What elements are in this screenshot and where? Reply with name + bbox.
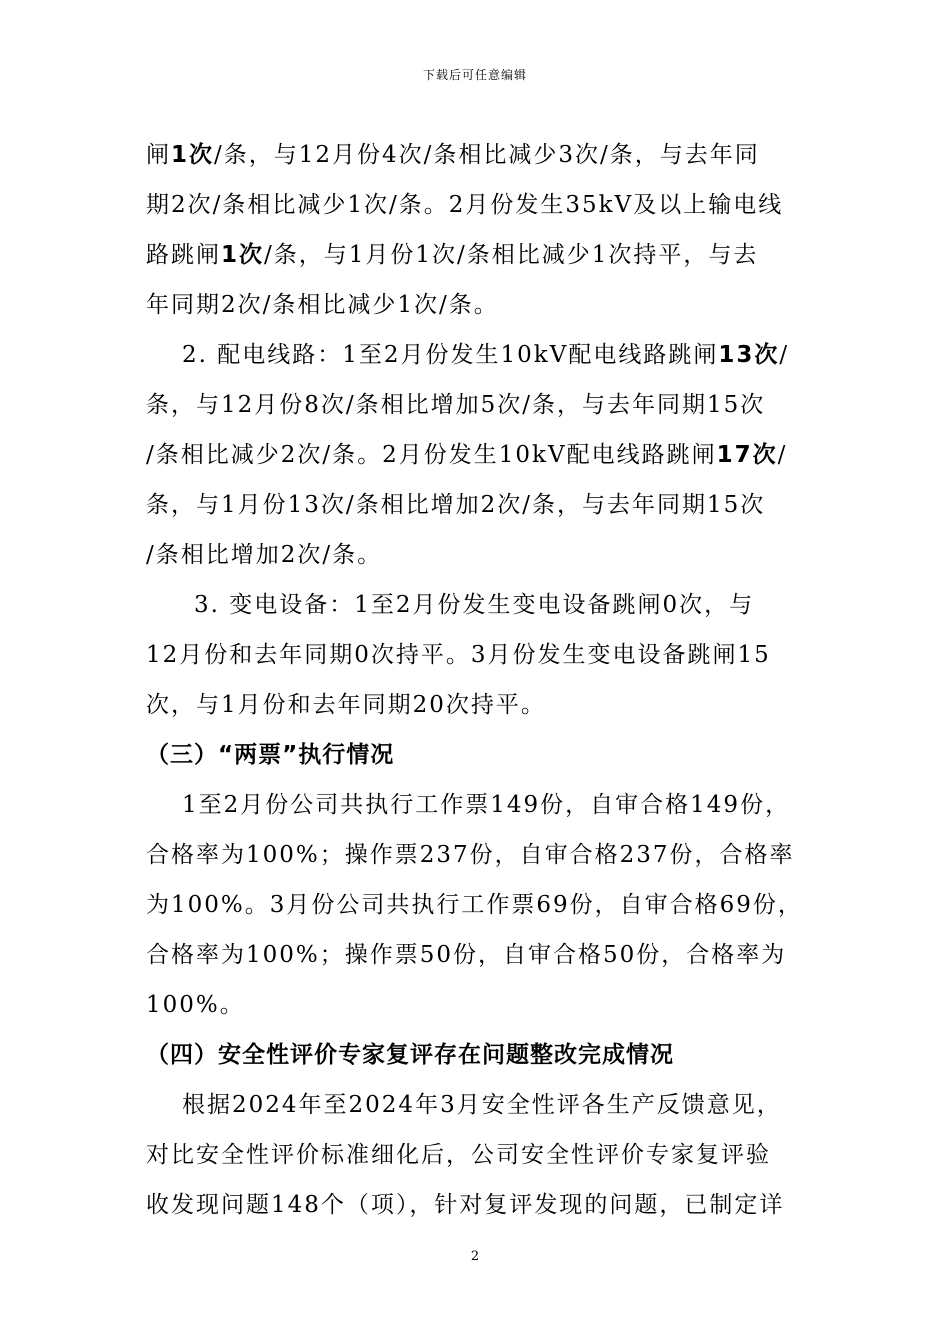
document-body bbox=[146, 130, 804, 1230]
text-line: 根据2024年至2024年3月安全性评各生产反馈意见， bbox=[182, 1092, 782, 1118]
section-heading: （三）“两票”执行情况 bbox=[146, 742, 395, 768]
text-line: 次，与1月份和去年同期20次持平。 bbox=[146, 692, 546, 718]
text-line: 条，与12月份8次/条相比增加5次/条，与去年同期15次 bbox=[146, 392, 766, 418]
text-line: 100%。 bbox=[146, 992, 245, 1018]
text-line: 12月份和去年同期0次持平。3月份发生变电设备跳闸15 bbox=[146, 642, 771, 668]
text-span: /条，与12月份4次/条相比减少3次/条，与去年同 bbox=[214, 142, 760, 168]
text-line: 1至2月份公司共执行工作票149份，自审合格149份， bbox=[182, 792, 791, 818]
text-line bbox=[146, 430, 804, 480]
text-line bbox=[146, 330, 804, 380]
bold-count: 13次 bbox=[718, 342, 780, 368]
text-line bbox=[146, 230, 804, 280]
bold-count: 17次 bbox=[716, 442, 778, 468]
text-span: 2. 配电线路：1至2月份发生10kV配电线路跳闸 bbox=[182, 342, 719, 368]
text-line: 3. 变电设备：1至2月份发生变电设备跳闸0次，与 bbox=[194, 592, 755, 618]
text-line: 合格率为100%；操作票50份，自审合格50份，合格率为 bbox=[146, 942, 787, 968]
text-line: 收发现问题148个（项），针对复评发现的问题，已制定详 bbox=[146, 1192, 785, 1218]
text-line: 期2次/条相比减少1次/条。2月份发生35kV及以上输电线 bbox=[146, 192, 784, 218]
text-span: / bbox=[779, 342, 790, 368]
text-span: /条相比减少2次/条。2月份发生10kV配电线路跳闸 bbox=[146, 442, 717, 468]
text-line: 年同期2次/条相比减少1次/条。 bbox=[146, 292, 499, 318]
text-span: 路跳闸 bbox=[146, 242, 221, 268]
text-line: 对比安全性评价标准细化后，公司安全性评价专家复评验 bbox=[146, 1142, 771, 1168]
page-header: 下载后可任意编辑 bbox=[422, 68, 527, 82]
bold-count: 1次 bbox=[171, 142, 215, 168]
text-span: / bbox=[777, 442, 788, 468]
text-line bbox=[146, 130, 804, 180]
text-line: 合格率为100%；操作票237份，自审合格237份，合格率 bbox=[146, 842, 795, 868]
text-line: 条，与1月份13次/条相比增加2次/条，与去年同期15次 bbox=[146, 492, 766, 518]
text-line: 为100%。3月份公司共执行工作票69份，自审合格69份， bbox=[146, 892, 803, 918]
text-span: 闸 bbox=[146, 142, 171, 168]
text-line: /条相比增加2次/条。 bbox=[146, 542, 383, 568]
bold-count: 1次 bbox=[221, 242, 265, 268]
section-heading: （四）安全性评价专家复评存在问题整改完成情况 bbox=[146, 1042, 674, 1068]
page-number: 2 bbox=[470, 1249, 480, 1264]
text-span: /条，与1月份1次/条相比减少1次持平，与去 bbox=[264, 242, 759, 268]
